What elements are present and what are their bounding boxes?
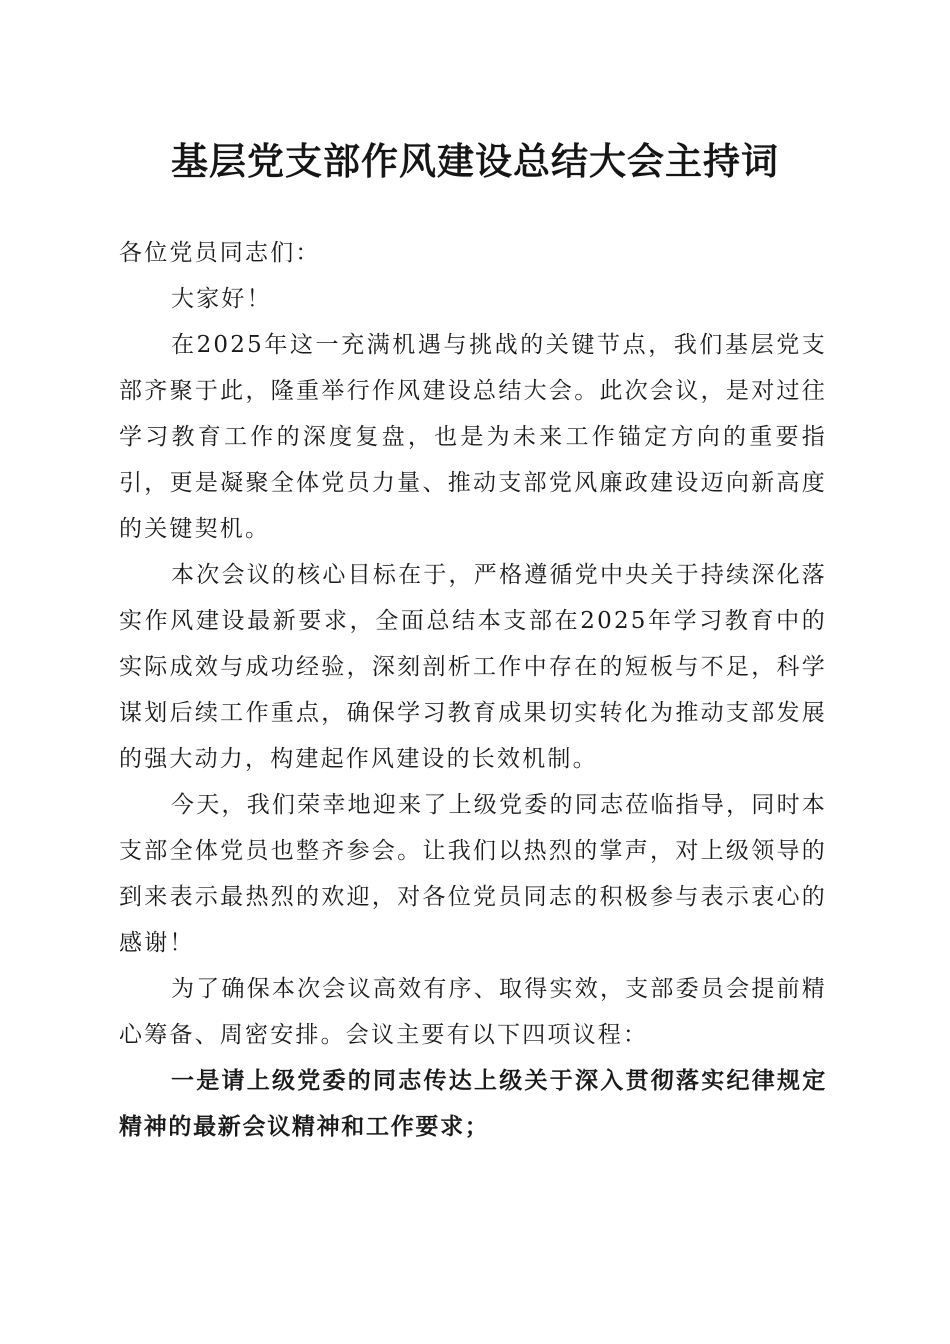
document-title: 基层党支部作风建设总结大会主持词 bbox=[171, 139, 779, 183]
document-body bbox=[119, 230, 827, 1150]
paragraph-goal: 本次会议的核心目标在于，严格遵循党中央关于持续深化落实作风建设最新要求，全面总结本支部在2025年学习教育中的实际成效与成功经验，深刻剖析工作中存在的短板与不足，科学谋划后续工作重点，确保学习教育成果切实转化为推动支部发展的强大动力，构建起作风建设的长效机制。 bbox=[119, 562, 827, 772]
agenda-item-1: 一是请上级党委的同志传达上级关于深入贯彻落实纪律规定精神的最新会议精神和工作要求； bbox=[119, 1067, 827, 1140]
paragraph-welcome: 今天，我们荣幸地迎来了上级党委的同志莅临指导，同时本支部全体党员也整齐参会。让我们以热烈的掌声，对上级领导的到来表示最热烈的欢迎，对各位党员同志的积极参与表示衷心的感谢！ bbox=[119, 792, 827, 956]
paragraph-opening: 在2025年这一充满机遇与挑战的关键节点，我们基层党支部齐聚于此，隆重举行作风建设总结大会。此次会议，是对过往学习教育工作的深度复盘，也是为未来工作锚定方向的重要指引，更是凝聚全体党员力量、推动支部党风廉政建设迈向新高度的关键契机。 bbox=[119, 332, 827, 542]
salutation: 各位党员同志们： bbox=[119, 240, 321, 266]
paragraph-greeting: 大家好！ bbox=[171, 286, 272, 312]
paragraph-agenda-intro: 为了确保本次会议高效有序、取得实效，支部委员会提前精心筹备、周密安排。会议主要有以下四项议程： bbox=[119, 976, 827, 1048]
